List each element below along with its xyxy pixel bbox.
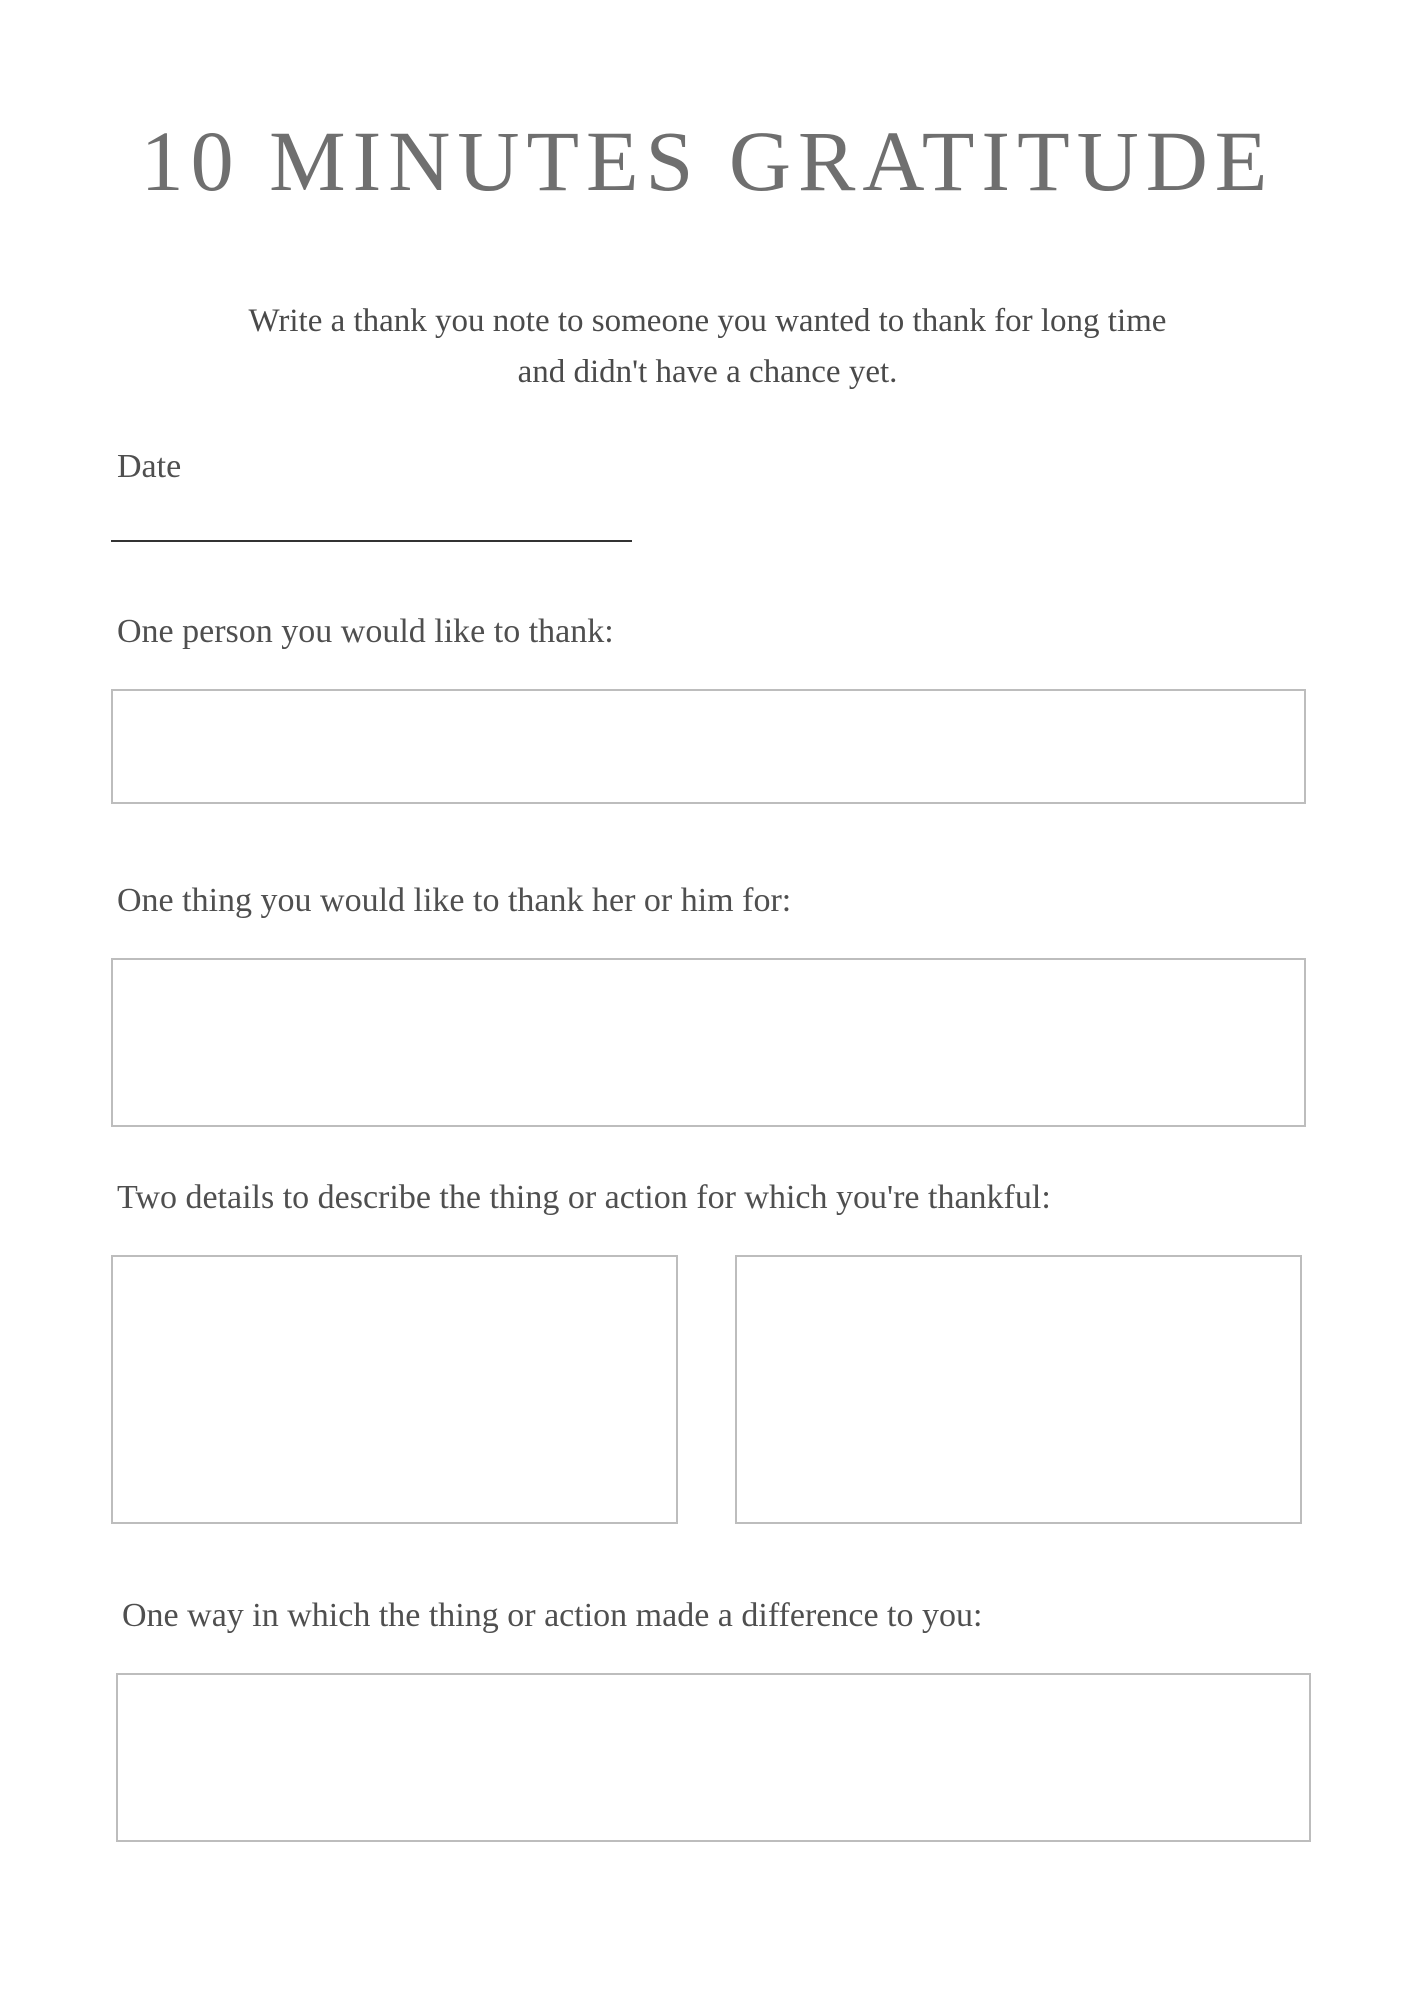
thing-label: One thing you would like to thank her or him for:: [117, 882, 792, 919]
instructions: [140, 296, 1275, 398]
details-label: Two details to describe the thing or action for which you're thankful:: [117, 1179, 1051, 1216]
person-label: One person you would like to thank:: [117, 613, 614, 650]
thing-answer-box[interactable]: [111, 958, 1306, 1127]
instructions-line-1: Write a thank you note to someone you wanted to thank for long time: [248, 303, 1167, 339]
instructions-line-2: and didn't have a chance yet.: [517, 354, 898, 390]
date-line-field[interactable]: [111, 540, 632, 542]
detail-one-box[interactable]: [111, 1255, 678, 1524]
detail-two-box[interactable]: [735, 1255, 1302, 1524]
person-answer-box[interactable]: [111, 689, 1306, 804]
difference-answer-box[interactable]: [116, 1673, 1311, 1842]
page-title: 10 MINUTES GRATITUDE: [140, 113, 1275, 209]
date-label: Date: [117, 448, 182, 485]
difference-label: One way in which the thing or action made a difference to you:: [122, 1597, 983, 1634]
